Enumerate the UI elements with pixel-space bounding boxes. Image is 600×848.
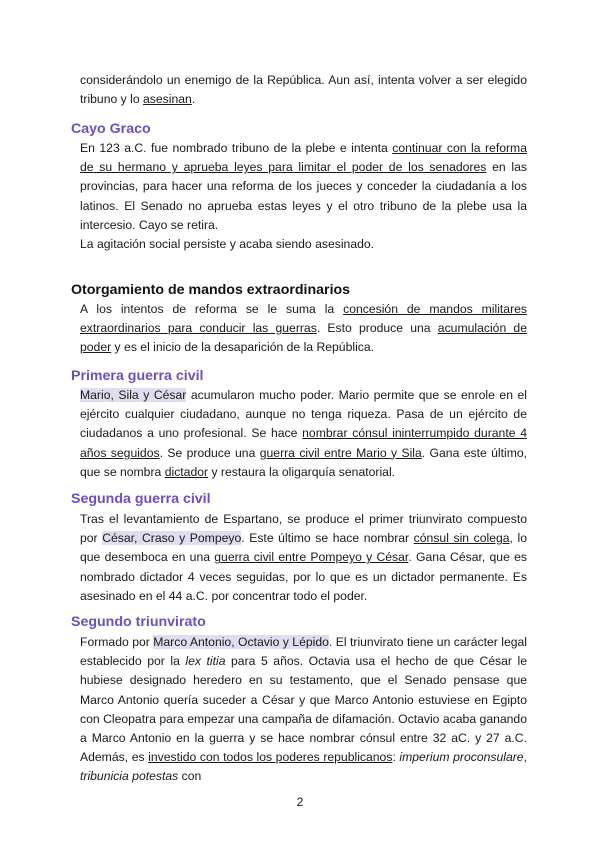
italic-text: imperium proconsulare: [399, 750, 524, 765]
italic-text: tribunicia potestas: [80, 769, 179, 784]
text-run: Tras el levantamiento de Espartano, se produce el primer triunvirato compuesto por: [80, 512, 527, 546]
text-run: ,: [523, 750, 527, 765]
text-run: , lo que desemboca en una: [80, 531, 527, 565]
underlined-text: guerra civil entre Pompeyo y César: [214, 550, 409, 565]
underlined-text: concesión de mandos militares extraordinarios para conducir las guerras: [80, 302, 528, 336]
heading-cayo-graco: Cayo Graco: [71, 121, 151, 137]
underlined-text: asesinan: [143, 92, 192, 107]
italic-text: lex titia: [185, 654, 226, 669]
triunvirato-paragraph: [80, 633, 527, 787]
text-run: para 5 años. Octavia usa el hecho de que César le hubiese designado heredero en su testamento, que el Senado pensase que Marco Antonio quería suceder a César y que Marco Antonio estuviese en Egipto con Cleopatra para empezar una campaña de difamación. Octavio acaba ganando a Marco Antonio en la guerra y se hace nombrar cónsul entre 32 aC. y 27 a.C. Además, es: [80, 654, 527, 765]
text-run: acumularon mucho poder. Mario permite que se enrole en el ejército cualquier ciudadano, aunque no tenga riqueza. Pasa de un ejército de ciudadanos a uno profesional. Se hace: [80, 388, 528, 441]
text-run: y restaura la oligarquía senatorial.: [208, 464, 396, 479]
intro-paragraph: [80, 71, 527, 109]
text-run: :: [392, 750, 400, 765]
primera-guerra-paragraph: [80, 386, 527, 482]
text-run: La agitación social persiste y acaba siendo asesinado.: [80, 237, 375, 252]
text-run: . Este último se hace nombrar: [241, 531, 414, 546]
text-run: Formado por: [80, 635, 154, 649]
text-run: en las provincias, para hacer una reforma de los jueces y conceder la ciudadanía a los latinos. El Senado no aprueba estas leyes y el otro tribuno de la plebe usa la intercesio. Cayo se retira.: [80, 160, 527, 232]
underlined-text: continuar con la reforma de su hermano y aprueba leyes para limitar el poder de los senadores: [80, 141, 527, 175]
text-run: . Se produce una: [159, 445, 260, 460]
underlined-text: guerra civil entre Mario y Sila: [259, 445, 422, 460]
page-number: 2: [296, 795, 304, 809]
text-run: En 123 a.C. fue nombrado tribuno de la plebe e intenta: [80, 141, 393, 155]
heading-primera-guerra-civil: Primera guerra civil: [71, 368, 204, 384]
text-run: con: [178, 769, 202, 784]
highlighted-text: Marco Antonio, Octavio y Lépido: [153, 635, 329, 649]
heading-segunda-guerra-civil: Segunda guerra civil: [71, 491, 211, 507]
text-run: y es el inicio de la desaparición de la República.: [111, 340, 375, 355]
text-run: . Esto produce una: [316, 321, 438, 336]
text-run: considerándolo un enemigo de la República. Aun así, intenta volver a ser elegido tribuno y lo: [80, 73, 527, 107]
text-run: . Gana César, que es nombrado dictador 4 veces seguidas, por lo que es un dictador permanente. Es asesinado en el 44 a.C. por concentrar todo el poder.: [80, 550, 527, 603]
mandos-paragraph: [80, 300, 527, 358]
text-run: . El triunvirato tiene un carácter legal establecido por la: [80, 635, 527, 669]
underlined-text: investido con todos los poderes republicanos: [148, 750, 393, 765]
heading-segundo-triunvirato: Segundo triunvirato: [71, 614, 206, 630]
cayo-graco-paragraph: [80, 139, 527, 254]
segunda-guerra-paragraph: [80, 510, 527, 606]
text-run: .: [191, 92, 196, 107]
text-run: A los intentos de reforma se le suma la: [80, 302, 344, 316]
heading-mandos-extraordinarios: Otorgamiento de mandos extraordinarios: [71, 282, 351, 298]
highlighted-text: César, Craso y Pompeyo: [102, 531, 242, 546]
text-run: . Gana este último, que se nombra: [80, 445, 528, 479]
underlined-text: cónsul sin colega: [413, 531, 510, 546]
underlined-text: dictador: [164, 464, 209, 479]
underlined-text: acumulación de poder: [80, 321, 527, 355]
highlighted-text: Mario, Sila y César: [80, 388, 187, 402]
underlined-text: nombrar cónsul ininterrumpido durante 4 años seguidos: [80, 426, 527, 460]
